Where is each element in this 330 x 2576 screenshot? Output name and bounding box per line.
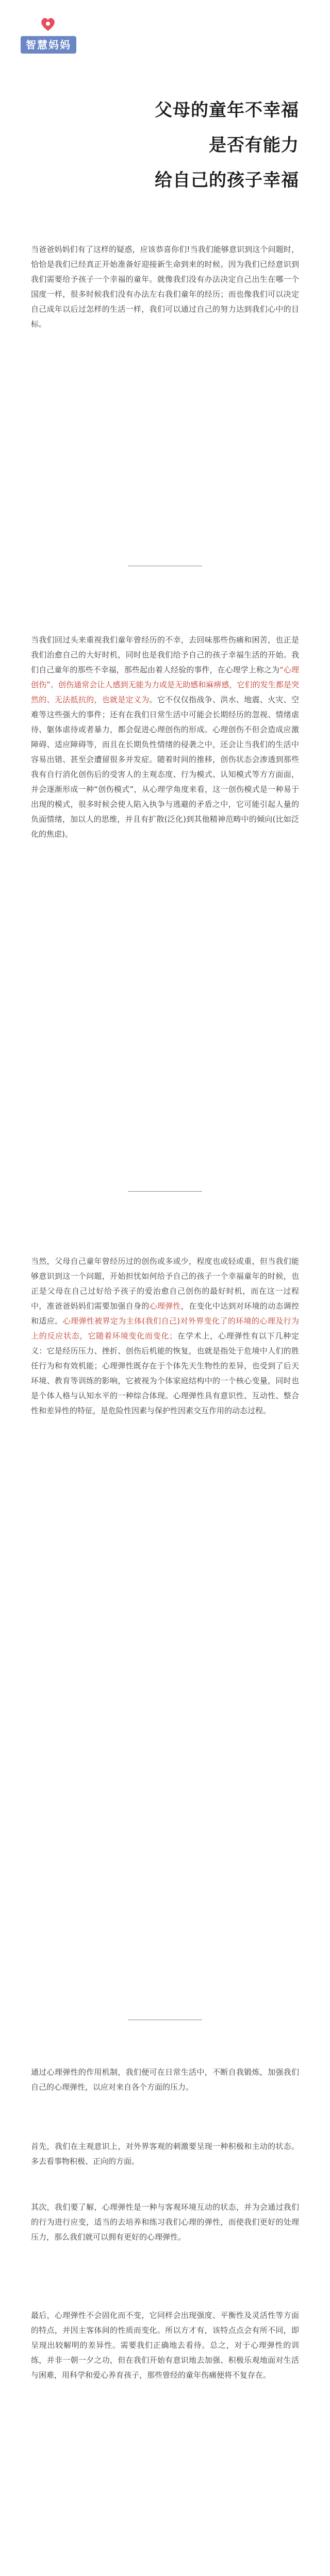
highlight-text: 心理弹性 [149, 1301, 181, 1311]
paragraph-intro: 当爸爸妈妈们有了这样的疑惑，应该恭喜你们!当我们能够意识到这个问题时，恰恰是我们已经真正开始准备好迎接新生命到来的时候。因为我们已经意识到我们需要给予孩子一个幸福的童年。就像我们没有办法决定自己出生在哪一个国度一样，很多时候我们没有办法左右我们童年的经历；而也像我们可以决定自己成年以后过怎样的生活一样，我们可以通过自己的努力达到我们心中的目标。 [31, 245, 299, 329]
text-segment: 当我们回过头来重视我们童年曾经历的不幸，去回味那些伤痛和困苦，也正是我们治愈自己的大好时机，同时也是我们给予自己的孩子幸福生活的开始。我们自己童年的那些不幸福，那些起由着人经验的事件，在心理学上称之为 [31, 635, 299, 674]
text-segment: 当然，父母自己童年曾经历过的创伤或多或少，程度也或轻或重，但当我们能够意识到这一个问题，开始担忧如何给予自己的孩子一个幸福童年的时候，也正是父母在自己过好给予孩子的爱治愈自己创伤的最好时机，而在这一过程中，准爸爸妈妈们需要加强自身的 [31, 1257, 299, 1311]
text-segment: 心理弹性既存在于个体先天生物性的差异，也受到了后天环境、教育等训练的影响，它被视为个体家庭结构中的一个核心变量，同时也是个体人格与认知水平的一种综合体现。心理弹性具有意识性、互动性、整合性和差异性的特征，是危险性因素与保护性因素交互作用的动态过程。 [31, 1361, 299, 1415]
text-segment: 。它不仅仅指战争、洪水、地震、火灾、空难等这些强大的事件；还有在我们日常生活中可能会长期经历的忽视、情绪虐待、躯体虐待或者暴力，都会促进心理创伤的形成。心理创伤不但会造成应激障碍、适应障碍等，而且在长期负性情绪的侵袭之中，还会让当我们的生活中容易出错、甚至会遭留很多并发症。随着时间的推移，创伤状态会渗透到那些我有自行消化创伤后的受害人的主观态度、行为模式、认知模式等方方面面，并会逐渐形成一种“创伤模式”，从心理学角度来看，这一创伤模式是一种易于出现的模式，很多时候会使人陷入执争与逃避的矛盾之中，它可能引起人量的负面情绪，加以人的思维，并且有扩散(泛化)到其他精神范畴中的倾向(比如泛化的焦虑)。 [31, 695, 299, 839]
logo-text: 智慧妈妈 [21, 36, 76, 54]
highlight-text: 心理弹性被界定为主体(我们自己)对外界变化了的环境的心理及行为上的反应状态，它随着环境变化而变化； [31, 1316, 299, 1341]
paragraph-resilience [31, 1254, 299, 1418]
article-title [62, 93, 299, 198]
highlight-text: “心理创伤”。创伤通常会让人感到无能为力或是无助感和麻痹感，它们的发生都是突然的、无法抵抗的，也就是定义为 [31, 665, 299, 704]
text-segment: 在学术上，心理弹性有以下几种定义：它是经历压力、挫折、创伤后机能的恢复，也就是指处于危境中人们的胜任行为和有效机能； [31, 1331, 299, 1370]
title-line-3: 给自己的孩子幸福 [155, 170, 299, 191]
paragraph-mechanism: 通过心理弹性的作用机制，我们便可在日常生活中，不断自我锻炼，加强我们自己的心理弹性，以应对来自各个方面的压力。 [31, 2067, 299, 2092]
paragraph-last: 最后，心理弹性不会固化而不变，它同样会出现强度、平衡性及灵活性等方面的特点，并因主客体间的性质而变化。所以方才有，该特点点会有所不同，即呈现出较解明的差异性。需要我们正确地去看待。总之，对于心理弹性的训练，并非一朝一夕之功，但在我们开始有意识地去加强、积极乐观地面对生活与困难，用科学和爱心养育孩子，那些曾经的童年伤痛便将不复存在。 [31, 2311, 299, 2380]
brand-logo [15, 14, 81, 62]
heart-icon [39, 15, 57, 33]
paragraph-second: 其次，我们要了解，心理弹性是一种与客观环境互动的状态，并为会通过我们的行为进行应变，适当的去培养和练习我们心理的弹性，而使我们更好的处理压力，那么我们就可以拥有更好的心理弹性。 [31, 2202, 299, 2242]
section-divider [128, 1191, 202, 1192]
title-line-2: 是否有能力 [209, 135, 299, 156]
text-segment: ，在变化中达到对环境的动态调控和适应。 [31, 1301, 299, 1326]
paragraph-first: 首先，我们在主观意识上，对外界客观的刺激要呈现一种积极和主动的状态。多去看事物积极、正向的方面。 [31, 2142, 299, 2166]
title-line-1: 父母的童年不幸福 [155, 100, 299, 121]
paragraph-trauma [31, 633, 299, 842]
